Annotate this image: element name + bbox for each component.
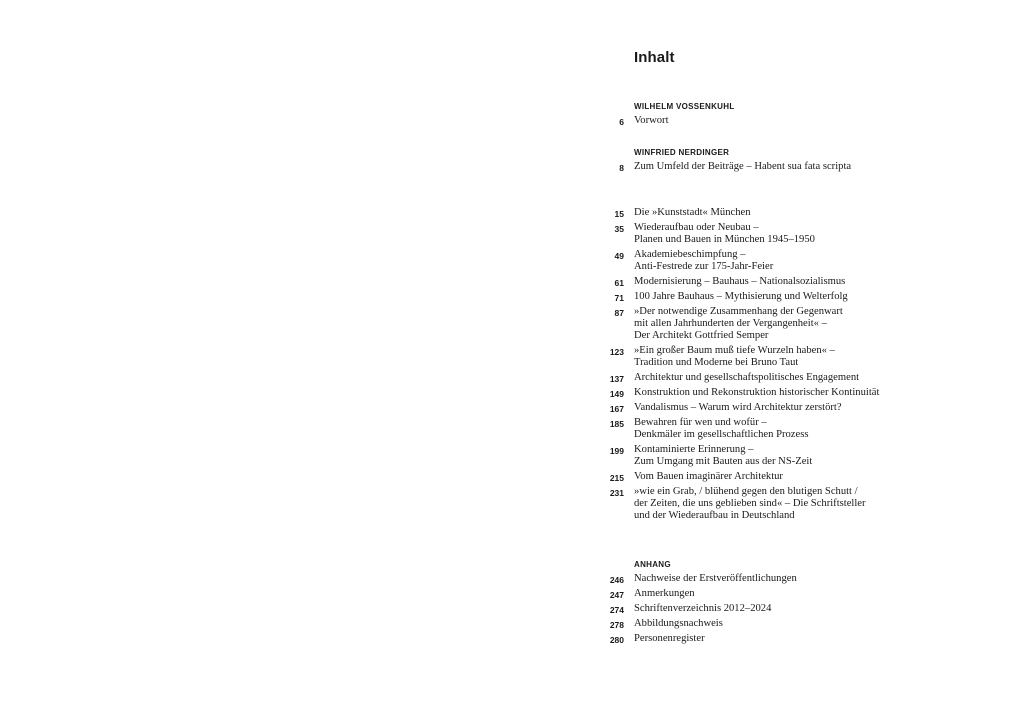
toc-entry-title: Konstruktion und Rekonstruktion historischer Kontinuität	[634, 387, 880, 398]
toc-entry-title: »wie ein Grab, / blühend gegen den blutigen Schutt / der Zeiten, die uns geblieben sind« – Die Schriftsteller und der Wiederaufbau in Deutschland	[634, 486, 866, 521]
toc-page-number: 15	[614, 209, 624, 219]
author-heading: WINFRIED NERDINGER	[634, 148, 730, 157]
toc-page-number: 215	[609, 473, 624, 483]
toc-entry-title: Schriftenverzeichnis 2012–2024	[634, 603, 772, 614]
toc-entry-title: Modernisierung – Bauhaus – Nationalsozialismus	[634, 276, 846, 287]
toc-page-number: 246	[609, 575, 624, 585]
toc-entry-title: Abbildungsnachweis	[634, 618, 723, 629]
toc-page-number: 185	[609, 419, 624, 429]
toc-entry-title: Nachweise der Erstveröffentlichungen	[634, 573, 797, 584]
toc-entry-title: Kontaminierte Erinnerung – Zum Umgang mit Bauten aus der NS-Zeit	[634, 444, 813, 467]
appendix-heading: ANHANG	[634, 560, 671, 569]
toc-page-number: 71	[614, 293, 624, 303]
toc-page-number: 35	[614, 224, 624, 234]
toc-entry-title: Akademiebeschimpfung – Anti-Festrede zur 175-Jahr-Feier	[634, 249, 774, 272]
toc-entry-title: Architektur und gesellschaftspolitisches Engagement	[634, 372, 860, 383]
toc-page-number: 199	[609, 446, 624, 456]
toc-entry-title: Wiederaufbau oder Neubau – Planen und Bauen in München 1945–1950	[634, 222, 815, 245]
toc-page-number: 278	[609, 620, 624, 630]
toc-page-number: 123	[609, 347, 624, 357]
toc-page-number: 149	[609, 389, 624, 399]
toc-entry-title: Vorwort	[634, 115, 669, 126]
page-title: Inhalt	[634, 49, 675, 66]
toc-page-number: 6	[619, 117, 624, 127]
toc-entry-title: 100 Jahre Bauhaus – Mythisierung und Welterfolg	[634, 291, 848, 302]
toc-entry-title: Anmerkungen	[634, 588, 695, 599]
toc-page-number: 137	[609, 374, 624, 384]
toc-entry-title: Zum Umfeld der Beiträge – Habent sua fata scripta	[634, 161, 852, 172]
toc-entry-title: Vom Bauen imaginärer Architektur	[634, 471, 783, 482]
toc-entry-title: Personenregister	[634, 633, 705, 644]
toc-page-number: 274	[609, 605, 624, 615]
toc-entry-title: Die »Kunststadt« München	[634, 207, 751, 218]
toc-page-number: 49	[614, 251, 624, 261]
author-heading: WILHELM VOSSENKUHL	[634, 102, 735, 111]
toc-entry-title: »Der notwendige Zusammenhang der Gegenwart mit allen Jahrhunderten der Vergangenheit« – Der Architekt Gottfried Semper	[634, 306, 843, 341]
toc-page-number: 231	[609, 488, 624, 498]
toc-page-number: 8	[619, 163, 624, 173]
toc-page-number: 61	[614, 278, 624, 288]
toc-page-number: 247	[609, 590, 624, 600]
toc-page-number: 280	[609, 635, 624, 645]
toc-page-number: 167	[609, 404, 624, 414]
toc-entry-title: Bewahren für wen und wofür – Denkmäler im gesellschaftlichen Prozess	[634, 417, 809, 440]
toc-page-number: 87	[614, 308, 624, 318]
toc-entry-title: Vandalismus – Warum wird Architektur zerstört?	[634, 402, 842, 413]
toc-entry-title: »Ein großer Baum muß tiefe Wurzeln haben« – Tradition und Moderne bei Bruno Taut	[634, 345, 835, 368]
